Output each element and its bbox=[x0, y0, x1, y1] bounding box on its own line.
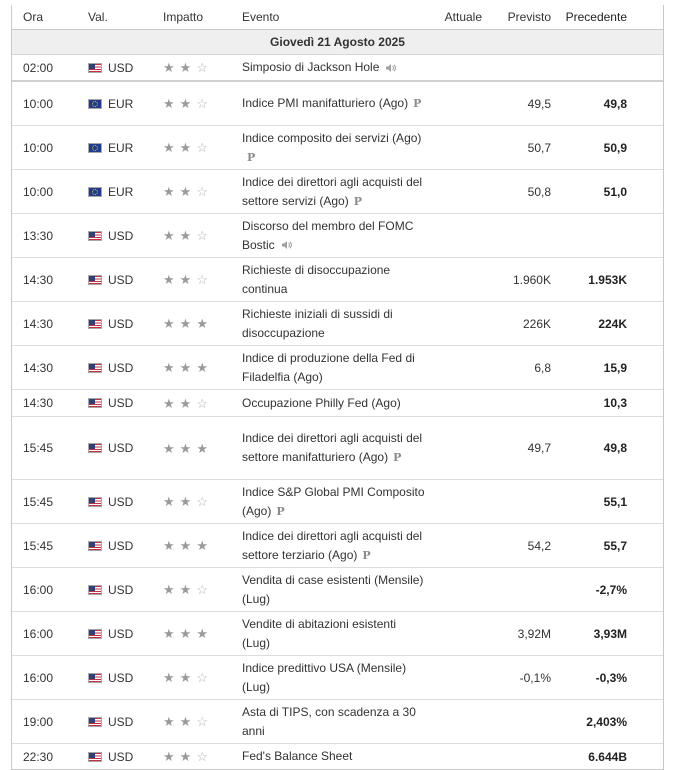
currency-code: USD bbox=[108, 228, 134, 243]
star-filled-icon: ★ bbox=[179, 582, 192, 597]
star-filled-icon: ★ bbox=[179, 272, 192, 287]
table-row[interactable] bbox=[12, 390, 663, 417]
event-time: 10:00 bbox=[23, 140, 54, 155]
event-currency bbox=[71, 361, 149, 375]
header-time: Ora bbox=[23, 10, 44, 24]
speaker-icon bbox=[281, 240, 293, 250]
event-previous: 55,7 bbox=[603, 538, 627, 553]
event-previous: 15,9 bbox=[603, 360, 627, 375]
event-time: 14:30 bbox=[23, 396, 54, 410]
currency-code: USD bbox=[108, 670, 134, 685]
event-previous: 3,93M bbox=[593, 626, 627, 641]
event-cell[interactable] bbox=[238, 527, 427, 565]
table-row[interactable] bbox=[12, 700, 663, 744]
table-row[interactable] bbox=[12, 656, 663, 700]
event-previous: 49,8 bbox=[603, 441, 627, 455]
event-name[interactable]: Indice predittivo USA (Mensile) (Lug) bbox=[242, 660, 407, 694]
currency-code: USD bbox=[108, 494, 134, 509]
star-filled-icon: ★ bbox=[179, 440, 192, 456]
table-row[interactable] bbox=[12, 744, 663, 769]
table-row[interactable] bbox=[12, 82, 663, 126]
us-flag-icon bbox=[88, 275, 102, 285]
currency-code: USD bbox=[108, 538, 134, 553]
impact-rating bbox=[149, 671, 238, 684]
event-time: 02:00 bbox=[23, 60, 54, 75]
star-filled-icon: ★ bbox=[179, 316, 192, 331]
table-row[interactable] bbox=[12, 126, 663, 170]
event-forecast: 49,7 bbox=[527, 441, 551, 455]
date-row: Giovedì 21 Agosto 2025 bbox=[12, 30, 663, 55]
event-name[interactable]: Indice dei direttori agli acquisti del settore manifatturiero (Ago) bbox=[242, 431, 423, 464]
us-flag-icon bbox=[88, 443, 102, 453]
impact-rating bbox=[149, 715, 238, 728]
event-currency bbox=[71, 715, 149, 729]
star-filled-icon: ★ bbox=[163, 96, 175, 111]
impact-rating bbox=[149, 539, 238, 552]
star-empty-icon: ☆ bbox=[196, 395, 208, 411]
event-currency bbox=[71, 671, 149, 685]
star-filled-icon: ★ bbox=[163, 272, 175, 287]
event-currency bbox=[71, 97, 149, 111]
header-impact: Impatto bbox=[163, 10, 204, 24]
currency-code: USD bbox=[108, 714, 134, 729]
eu-flag-icon bbox=[88, 99, 102, 109]
event-name[interactable]: Discorso del membro del FOMC Bostic bbox=[242, 218, 414, 252]
star-filled-icon: ★ bbox=[179, 714, 192, 729]
preliminary-icon: P bbox=[393, 451, 402, 464]
event-time: 22:30 bbox=[23, 749, 54, 764]
currency-code: USD bbox=[108, 441, 134, 455]
event-cell[interactable] bbox=[238, 217, 427, 255]
preliminary-icon: P bbox=[247, 150, 256, 164]
preliminary-icon: P bbox=[353, 194, 362, 208]
us-flag-icon bbox=[88, 319, 102, 329]
star-filled-icon: ★ bbox=[196, 316, 208, 331]
event-cell[interactable] bbox=[238, 615, 427, 653]
star-empty-icon: ☆ bbox=[196, 582, 208, 597]
us-flag-icon bbox=[88, 497, 102, 507]
us-flag-icon bbox=[88, 541, 102, 551]
event-previous: 50,9 bbox=[603, 140, 627, 155]
star-filled-icon: ★ bbox=[163, 626, 175, 641]
event-name[interactable]: Asta di TIPS, con scadenza a 30 anni bbox=[242, 704, 416, 738]
table-row[interactable] bbox=[12, 612, 663, 656]
star-empty-icon: ☆ bbox=[196, 749, 208, 764]
star-filled-icon: ★ bbox=[163, 582, 175, 597]
event-time: 16:00 bbox=[23, 626, 54, 641]
star-filled-icon: ★ bbox=[179, 626, 192, 641]
event-currency bbox=[71, 273, 149, 287]
event-name[interactable]: Indice PMI manifatturiero (Ago) bbox=[242, 96, 409, 110]
event-currency bbox=[71, 61, 149, 75]
event-forecast: -0,1% bbox=[519, 670, 551, 685]
us-flag-icon bbox=[88, 585, 102, 595]
event-currency bbox=[71, 317, 149, 331]
star-filled-icon: ★ bbox=[179, 228, 192, 243]
impact-rating bbox=[149, 495, 238, 508]
header-previous: Precedente bbox=[565, 10, 627, 24]
event-cell[interactable] bbox=[238, 429, 427, 467]
event-forecast: 226K bbox=[522, 316, 551, 331]
event-previous: 55,1 bbox=[603, 494, 627, 509]
event-time: 13:30 bbox=[23, 228, 54, 243]
event-name[interactable]: Indice dei direttori agli acquisti del settore terziario (Ago) bbox=[242, 528, 423, 562]
event-name[interactable]: Richieste di disoccupazione continua bbox=[242, 262, 391, 296]
star-filled-icon: ★ bbox=[179, 395, 192, 411]
star-filled-icon: ★ bbox=[163, 184, 175, 199]
event-cell[interactable] bbox=[238, 483, 427, 521]
event-cell[interactable] bbox=[238, 659, 427, 697]
currency-code: USD bbox=[108, 396, 134, 410]
table-row[interactable] bbox=[12, 568, 663, 612]
event-forecast: 1.960K bbox=[512, 272, 551, 287]
currency-code: EUR bbox=[108, 140, 134, 155]
star-filled-icon: ★ bbox=[163, 395, 175, 411]
currency-code: USD bbox=[108, 749, 134, 764]
us-flag-icon bbox=[88, 63, 102, 73]
impact-rating bbox=[149, 141, 238, 154]
star-filled-icon: ★ bbox=[163, 714, 175, 729]
event-cell[interactable] bbox=[238, 94, 427, 113]
speaker-icon bbox=[385, 63, 397, 73]
event-forecast: 49,5 bbox=[527, 96, 551, 111]
preliminary-icon: P bbox=[276, 504, 285, 518]
economic-calendar bbox=[11, 5, 664, 770]
star-filled-icon: ★ bbox=[179, 140, 192, 155]
star-filled-icon: ★ bbox=[163, 228, 175, 243]
star-empty-icon: ☆ bbox=[196, 60, 208, 75]
us-flag-icon bbox=[88, 629, 102, 639]
currency-code: USD bbox=[108, 316, 134, 331]
event-cell[interactable] bbox=[238, 349, 427, 387]
us-flag-icon bbox=[88, 363, 102, 373]
star-filled-icon: ★ bbox=[179, 749, 192, 764]
event-currency bbox=[71, 583, 149, 597]
impact-rating bbox=[149, 397, 238, 410]
star-filled-icon: ★ bbox=[163, 749, 175, 764]
star-filled-icon: ★ bbox=[179, 670, 192, 685]
event-cell[interactable] bbox=[238, 261, 427, 299]
impact-rating bbox=[149, 61, 238, 74]
table-row[interactable] bbox=[12, 417, 663, 480]
us-flag-icon bbox=[88, 752, 102, 762]
currency-code: USD bbox=[108, 626, 134, 641]
event-previous: 2,403% bbox=[586, 714, 627, 729]
event-previous: 49,8 bbox=[603, 96, 627, 111]
event-previous: 10,3 bbox=[603, 396, 627, 410]
table-row[interactable] bbox=[12, 524, 663, 568]
event-time: 14:30 bbox=[23, 316, 54, 331]
header-currency: Val. bbox=[88, 10, 108, 24]
eu-flag-icon bbox=[88, 187, 102, 197]
event-name[interactable]: Fed's Balance Sheet bbox=[242, 749, 353, 763]
star-filled-icon: ★ bbox=[163, 140, 175, 155]
event-time: 19:00 bbox=[23, 714, 54, 729]
event-name[interactable]: Indice composito dei servizi (Ago) bbox=[242, 130, 422, 145]
table-row[interactable] bbox=[12, 258, 663, 302]
event-currency bbox=[71, 185, 149, 199]
star-empty-icon: ☆ bbox=[196, 96, 208, 111]
impact-rating bbox=[149, 583, 238, 596]
star-filled-icon: ★ bbox=[163, 538, 175, 553]
star-empty-icon: ☆ bbox=[196, 184, 208, 199]
event-previous: 6.644B bbox=[588, 749, 627, 764]
event-cell[interactable] bbox=[238, 747, 427, 766]
event-name[interactable]: Indice di produzione della Fed di Filadelfia (Ago) bbox=[242, 350, 415, 384]
event-time: 15:45 bbox=[23, 538, 54, 553]
event-list bbox=[12, 55, 663, 769]
event-cell[interactable] bbox=[238, 394, 427, 413]
table-row[interactable] bbox=[12, 214, 663, 258]
impact-rating bbox=[149, 750, 238, 763]
event-previous: 51,0 bbox=[603, 184, 627, 199]
star-filled-icon: ★ bbox=[163, 360, 175, 375]
star-filled-icon: ★ bbox=[163, 494, 175, 509]
event-cell[interactable] bbox=[238, 703, 427, 741]
star-empty-icon: ☆ bbox=[196, 494, 208, 509]
event-cell[interactable] bbox=[238, 58, 427, 77]
star-empty-icon: ☆ bbox=[196, 228, 208, 243]
event-name[interactable]: Simposio di Jackson Hole bbox=[242, 60, 380, 74]
table-row[interactable] bbox=[12, 55, 663, 82]
event-name[interactable]: Vendita di case esistenti (Mensile) (Lug) bbox=[242, 572, 424, 606]
event-time: 10:00 bbox=[23, 184, 54, 199]
star-filled-icon: ★ bbox=[163, 60, 175, 75]
event-forecast: 54,2 bbox=[527, 538, 551, 553]
header-event: Evento bbox=[242, 9, 280, 24]
impact-rating bbox=[149, 442, 238, 455]
star-filled-icon: ★ bbox=[179, 538, 192, 553]
event-name[interactable]: Occupazione Philly Fed (Ago) bbox=[242, 395, 401, 410]
impact-rating bbox=[149, 185, 238, 198]
calendar-header bbox=[12, 5, 663, 30]
event-forecast: 3,92M bbox=[517, 626, 551, 641]
currency-code: USD bbox=[108, 60, 134, 75]
event-previous: -2,7% bbox=[595, 582, 627, 597]
event-cell[interactable] bbox=[238, 173, 427, 211]
event-currency bbox=[71, 229, 149, 243]
currency-code: EUR bbox=[108, 184, 134, 199]
event-time: 14:30 bbox=[23, 360, 54, 375]
event-name[interactable]: Richieste iniziali di sussidi di disoccupazione bbox=[242, 306, 393, 340]
impact-rating bbox=[149, 273, 238, 286]
impact-rating bbox=[149, 317, 238, 330]
preliminary-icon: P bbox=[362, 548, 371, 562]
event-previous: -0,3% bbox=[595, 670, 627, 685]
impact-rating bbox=[149, 229, 238, 242]
star-filled-icon: ★ bbox=[179, 96, 192, 111]
event-time: 10:00 bbox=[23, 96, 54, 111]
us-flag-icon bbox=[88, 673, 102, 683]
preliminary-icon: P bbox=[413, 97, 422, 110]
star-filled-icon: ★ bbox=[163, 316, 175, 331]
event-currency bbox=[71, 750, 149, 764]
event-previous: 224K bbox=[598, 316, 627, 331]
star-empty-icon: ☆ bbox=[196, 140, 208, 155]
event-name[interactable]: Vendite di abitazioni esistenti (Lug) bbox=[242, 616, 397, 650]
event-cell[interactable] bbox=[238, 129, 427, 167]
event-cell[interactable] bbox=[238, 305, 427, 343]
event-currency bbox=[71, 495, 149, 509]
star-filled-icon: ★ bbox=[196, 538, 208, 553]
table-row[interactable] bbox=[12, 170, 663, 214]
us-flag-icon bbox=[88, 398, 102, 408]
header-actual: Attuale bbox=[444, 10, 482, 24]
star-empty-icon: ☆ bbox=[196, 670, 208, 685]
event-currency bbox=[71, 396, 149, 410]
event-cell[interactable] bbox=[238, 571, 427, 609]
star-filled-icon: ★ bbox=[179, 494, 192, 509]
event-forecast: 50,8 bbox=[527, 184, 551, 199]
header-forecast: Previsto bbox=[507, 10, 551, 24]
currency-code: USD bbox=[108, 272, 134, 287]
currency-code: USD bbox=[108, 360, 134, 375]
star-filled-icon: ★ bbox=[196, 626, 208, 641]
table-row[interactable] bbox=[12, 480, 663, 524]
event-currency bbox=[71, 539, 149, 553]
star-empty-icon: ☆ bbox=[196, 272, 208, 287]
event-name[interactable]: Indice S&P Global PMI Composito (Ago) bbox=[242, 484, 425, 518]
event-previous: 1.953K bbox=[588, 272, 627, 287]
event-currency bbox=[71, 141, 149, 155]
currency-code: USD bbox=[108, 582, 134, 597]
event-time: 16:00 bbox=[23, 582, 54, 597]
event-forecast: 6,8 bbox=[534, 360, 551, 375]
event-time: 15:45 bbox=[23, 494, 54, 509]
table-row[interactable] bbox=[12, 346, 663, 390]
table-row[interactable] bbox=[12, 302, 663, 346]
event-time: 15:45 bbox=[23, 441, 54, 455]
impact-rating bbox=[149, 361, 238, 374]
impact-rating bbox=[149, 97, 238, 110]
event-forecast: 50,7 bbox=[527, 140, 551, 155]
event-currency bbox=[71, 627, 149, 641]
star-empty-icon: ☆ bbox=[196, 714, 208, 729]
star-filled-icon: ★ bbox=[163, 670, 175, 685]
star-filled-icon: ★ bbox=[196, 440, 208, 456]
event-time: 14:30 bbox=[23, 272, 54, 287]
eu-flag-icon bbox=[88, 143, 102, 153]
event-time: 16:00 bbox=[23, 670, 54, 685]
event-currency bbox=[71, 441, 149, 455]
us-flag-icon bbox=[88, 717, 102, 727]
star-filled-icon: ★ bbox=[179, 360, 192, 375]
star-filled-icon: ★ bbox=[163, 440, 175, 456]
currency-code: EUR bbox=[108, 96, 134, 111]
us-flag-icon bbox=[88, 231, 102, 241]
impact-rating bbox=[149, 627, 238, 640]
star-filled-icon: ★ bbox=[179, 60, 192, 75]
star-filled-icon: ★ bbox=[179, 184, 192, 199]
event-name[interactable]: Indice dei direttori agli acquisti del settore servizi (Ago) bbox=[242, 174, 423, 208]
star-filled-icon: ★ bbox=[196, 360, 208, 375]
